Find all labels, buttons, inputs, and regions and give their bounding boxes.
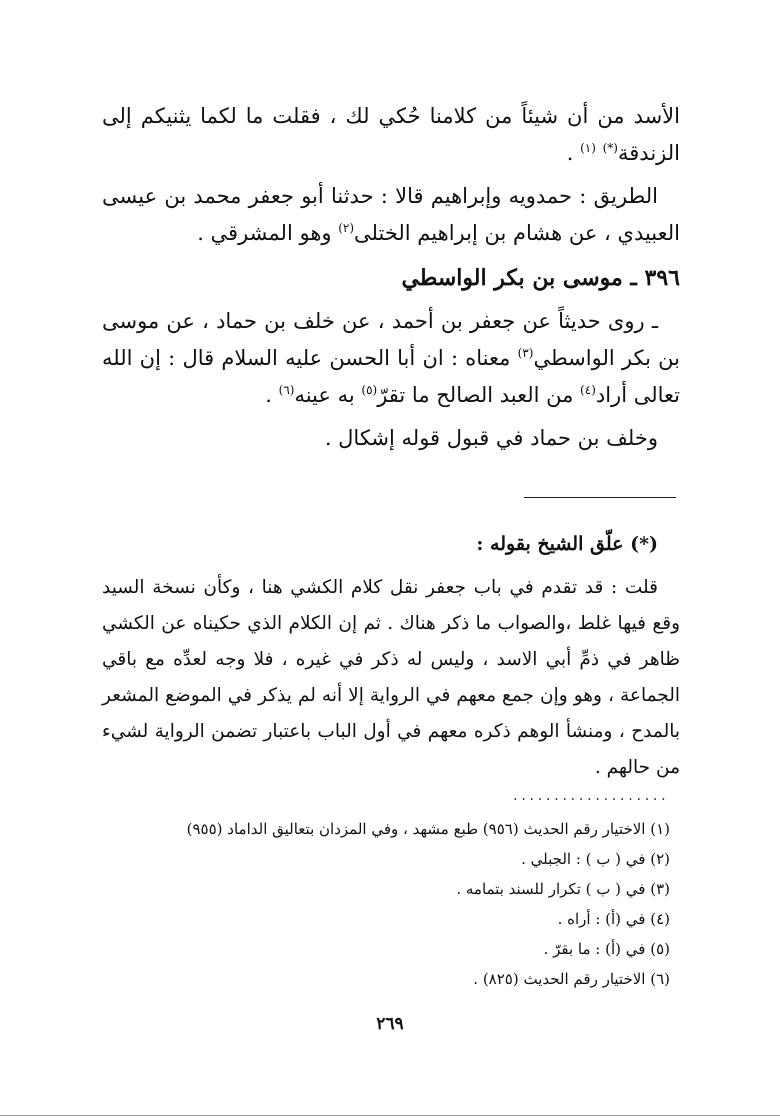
footnote-marker: (٥) [361, 383, 378, 397]
footnote-item: (٥) في (أ) : ما بقرّ . [543, 940, 670, 958]
footnote-marker: (٦) [278, 383, 295, 397]
entry-heading: ٣٩٦ ـ موسى بن بكر الواسطي [401, 265, 680, 291]
text-run: . [265, 383, 279, 407]
footnote-marker: (٤) [580, 383, 596, 397]
paragraph-narration [102, 303, 680, 414]
text-run: وهو المشرقي . [197, 221, 339, 245]
footnote-item: (٢) في ( ب ) : الجبلي . [521, 850, 670, 868]
footnote-marker-star: (*) [602, 141, 618, 155]
text-run: الأسد من أن شيئاً من كلامنا حُكي لك ، فقلت ما لكما يثنيكم إلى الزندقة [102, 104, 680, 165]
page-number: ٢٦٩ [376, 1014, 404, 1034]
text-run: الطريق : حمدويه وإبراهيم قالا : حدثنا أبو جعفر محمد بن عيسى العبيدي ، عن هشام بن إبراهيم الختلى [102, 184, 680, 245]
separator-rule [524, 497, 676, 498]
text-run: . [566, 141, 581, 165]
note-body: قلت : قد تقدم في باب جعفر نقل كلام الكشي هنا ، وكأن نسخة السيد وقع فيها غلط ،والصواب ما ذكر هناك . ثم إن الكلام الذي حكيناه عن الكشي ظاهر في ذمِّ أبي الاسد ، وليس له ذكر في غيره ، فلا وجه لعدِّه مع باقي الجماعة ، وهو وإن جمع معهم في الرواية إلا أنه لم يذكر في الموضع المشعر بالمدح ، ومنشأ الوهم ذكره معهم في أول الباب باعتبار تضمن الرواية لشيء من حالهم . [102, 577, 680, 778]
footnote-item: (١) الاختيار رقم الحديث (٩٥٦) طبع مشهد ، وفي المزدان بتعاليق الداماد (٩٥٥) [186, 820, 670, 838]
page-edge-line [0, 1115, 780, 1116]
commentary-note [102, 526, 680, 786]
paragraph-remark: وخلف بن حماد في قبول قوله إشكال . [324, 426, 658, 450]
footnotes [110, 814, 670, 994]
paragraph-continuation [102, 98, 680, 172]
footnote-item: (٦) الاختيار رقم الحديث (٨٢٥) . [473, 970, 670, 988]
text-run: من العبد الصالح ما تقرّ [377, 383, 581, 407]
footnote-item: (٤) في (أ) : أراه . [557, 910, 670, 928]
dotted-separator: ................... [511, 789, 668, 803]
footnote-marker: (٢) [338, 221, 355, 235]
text-run: به عينه [294, 383, 362, 407]
note-title: (*) علّق الشيخ بقوله : [476, 533, 658, 555]
footnote-item: (٣) في ( ب ) تكرار للسند بتمامه . [456, 880, 670, 898]
footnote-marker: (١) [580, 141, 596, 155]
main-text [102, 98, 680, 463]
text-run: ـ روى حديثاً عن جعفر بن أحمد ، عن خلف بن حماد ، عن موسى بن بكر الواسطي [102, 309, 680, 370]
text-run: معناه : ان أبا الحسن عليه السلام قال : إن الله تعالى أراد [102, 346, 680, 407]
footnote-marker: (٣) [517, 346, 534, 360]
paragraph-chain [102, 178, 680, 252]
